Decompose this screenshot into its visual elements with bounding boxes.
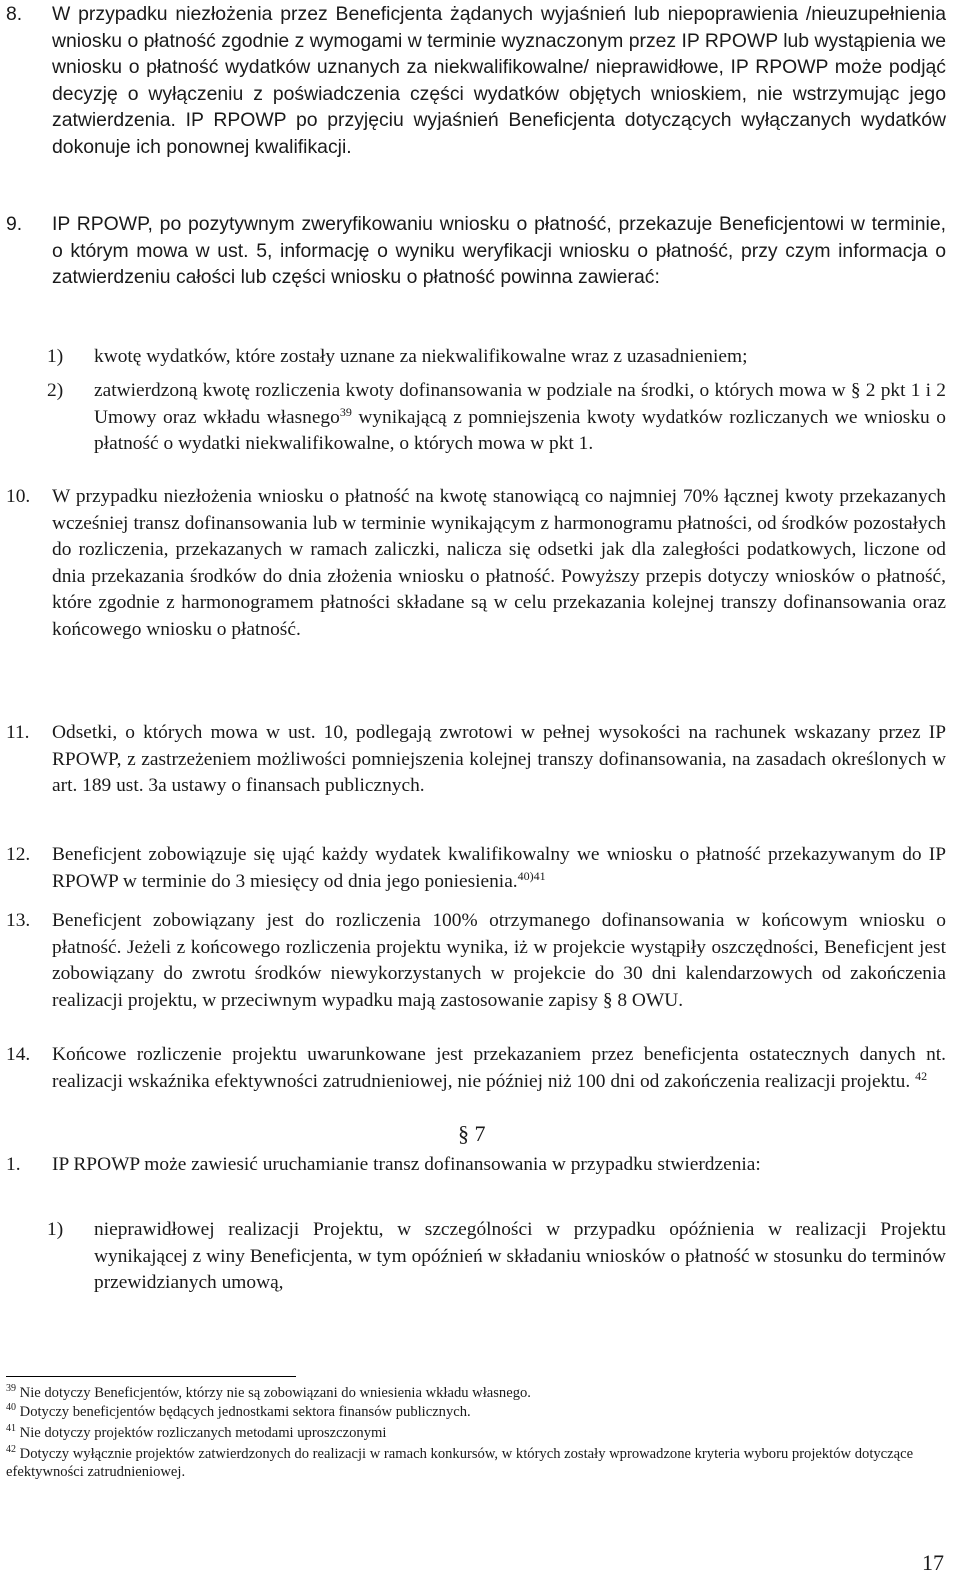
footnote-separator <box>6 1376 296 1377</box>
paragraph-text: Odsetki, o których mowa w ust. 10, podlegają zwrotowi w pełnej wysokości na rachunek wskazany przez IP RPOWP, z zastrzeżeniem możliwości pomniejszenia kolejnej transzy dofinansowania, na zasadach określonych w art. 189 ust. 3a ustawy o finansach publicznych. <box>52 722 946 796</box>
footnote-text: Nie dotyczy Beneficjentów, którzy nie są zobowiązani do wniesienia wkładu własnego. <box>19 1385 531 1401</box>
paragraph-12 <box>6 842 946 895</box>
footnote-number: 39 <box>6 1383 16 1394</box>
page-number: 17 <box>922 1550 944 1575</box>
paragraph-14 <box>6 1042 946 1095</box>
list-item-text: nieprawidłowej realizacji Projektu, w szczególności w przypadku opóźnienia w realizacji Projektu wynikającej z winy Beneficjenta, w tym opóźnień w składaniu wniosków o płatność w stosunku do terminów przewidzianych umową, <box>94 1219 946 1293</box>
paragraph-text: W przypadku niezłożenia wniosku o płatność na kwotę stanowiącą co najmniej 70% łącznej kwoty przekazanych wcześniej transz dofinansowania lub w terminie wynikającym z harmonogramu płatności, od środków pozostałych do rozliczenia, przekazanych w ramach zaliczki, nalicza się odsetki jak dla zaległości podatkowych, liczone od dnia przekazania środków do dnia złożenia wniosku o płatność. Powyższy przepis dotyczy wniosków o płatność, które zgodnie z harmonogramem płatności składane są w celu przekazania kolejnej transzy dofinansowania oraz końcowego wniosku o płatność. <box>52 486 946 640</box>
paragraph-number: 14. <box>6 1044 31 1065</box>
paragraph-text: IP RPOWP może zawiesić uruchamianie transz dofinansowania w przypadku stwierdzenia: <box>52 1154 761 1175</box>
list-item-9-2 <box>47 378 946 458</box>
paragraph-8 <box>6 1 946 160</box>
paragraph-text: Beneficjent zobowiązuje się ująć każdy wydatek kwalifikowalny we wniosku o płatność przekazywanym do IP RPOWP w terminie do 3 miesięcy od dnia jego poniesienia.$^{40)41}$ <box>52 844 946 892</box>
paragraph-text: Końcowe rozliczenie projektu uwarunkowane jest przekazaniem przez beneficjenta ostatecznych danych nt. realizacji wskaźnika efektywności zatrudnieniowej, nie później niż 100 dni od zakończenia realizacji projektu. $^{42}$ <box>52 1044 946 1092</box>
footnote-number: 40 <box>6 1402 16 1413</box>
paragraph-number: 13. <box>6 910 31 931</box>
section-7-paragraph-1 <box>6 1152 946 1179</box>
list-item-number: 2) <box>47 380 64 401</box>
paragraph-13 <box>6 908 946 1014</box>
footnote-text: Dotyczy beneficjentów będących jednostkami sektora finansów publicznych. <box>19 1404 471 1420</box>
footnote-number: 42 <box>6 1444 16 1455</box>
paragraph-number: 1. <box>6 1154 21 1175</box>
list-item-number: 1) <box>47 346 64 367</box>
paragraph-number: 11. <box>6 722 30 743</box>
paragraph-11 <box>6 720 946 800</box>
footnote-39 <box>6 1384 946 1402</box>
paragraph-9 <box>6 211 946 291</box>
paragraph-number: 12. <box>6 844 31 865</box>
footnote-ref-42[interactable]: 42 <box>915 1068 928 1083</box>
footnote-42 <box>6 1445 946 1481</box>
paragraph-number: 8. <box>6 3 23 25</box>
footnote-text: Nie dotyczy projektów rozliczanych metodami uproszczonymi <box>19 1425 387 1441</box>
list-item-text: zatwierdzoną kwotę rozliczenia kwoty dofinansowania w podziale na środki, o których mowa w § 2 pkt 1 i 2 Umowy oraz wkładu własnego$^{39}$ wynikającą z pomniejszenia kwoty wydatków rozliczanych we wniosku o płatność o wydatki niekwalifikowalne, o których mowa w pkt 1. <box>94 380 946 454</box>
paragraph-text: W przypadku niezłożenia przez Beneficjenta żądanych wyjaśnień lub niepoprawienia /nieuzupełnienia wniosku o płatność zgodnie z wymogami w terminie wyznaczonym przez IP RPOWP lub wystąpienia we wniosku o płatność wydatków uznanych za niekwalifikowalne/ nieprawidłowe, IP RPOWP może podjąć decyzję o wyłączeniu z poświadczenia części wydatków objętych wnioskiem, nie wstrzymując jego zatwierdzenia. IP RPOWP po przyjęciu wyjaśnień Beneficjenta dotyczących wyłączanych wydatków dokonuje ich ponownej kwalifikacji. <box>52 3 946 158</box>
footnote-ref-40-41[interactable]: 40)41 <box>517 868 546 883</box>
list-item-9-1 <box>47 344 946 371</box>
paragraph-number: 10. <box>6 486 31 507</box>
footnote-ref-39[interactable]: 39 <box>339 404 352 419</box>
footnote-text: Dotyczy wyłącznie projektów zatwierdzonych do realizacji w ramach konkursów, w których zostały wprowadzone kryteria wyboru projektów dotyczące efektywności zatrudnieniowej. <box>6 1446 914 1480</box>
footnote-number: 41 <box>6 1423 16 1434</box>
paragraph-10 <box>6 484 946 643</box>
section-7-list-item-1 <box>47 1217 946 1297</box>
list-item-text: kwotę wydatków, które zostały uznane za niekwalifikowalne wraz z uzasadnieniem; <box>94 346 748 367</box>
paragraph-text: Beneficjent zobowiązany jest do rozliczenia 100% otrzymanego dofinansowania w końcowym wniosku o płatność. Jeżeli z końcowego rozliczenia projektu wynika, iż w projekcie wystąpiły oszczędności, Beneficjent jest zobowiązany do zwrotu środków niewykorzystanych w projekcie do 30 dni kalendarzowych od zakończenia realizacji projektu, w przeciwnym wypadku mają zastosowanie zapisy § 8 OWU. <box>52 910 946 1011</box>
footnote-41 <box>6 1424 946 1442</box>
list-item-number: 1) <box>47 1219 64 1240</box>
section-heading: § 7 <box>458 1121 486 1146</box>
footnote-40 <box>6 1403 946 1421</box>
paragraph-text: IP RPOWP, po pozytywnym zweryfikowaniu wniosku o płatność, przekazuje Beneficjentowi w terminie, o którym mowa w ust. 5, informację o wyniku weryfikacji wniosku o płatność, przy czym informacja o zatwierdzeniu całości lub części wniosku o płatność powinna zawierać: <box>52 213 946 288</box>
paragraph-number: 9. <box>6 213 23 235</box>
